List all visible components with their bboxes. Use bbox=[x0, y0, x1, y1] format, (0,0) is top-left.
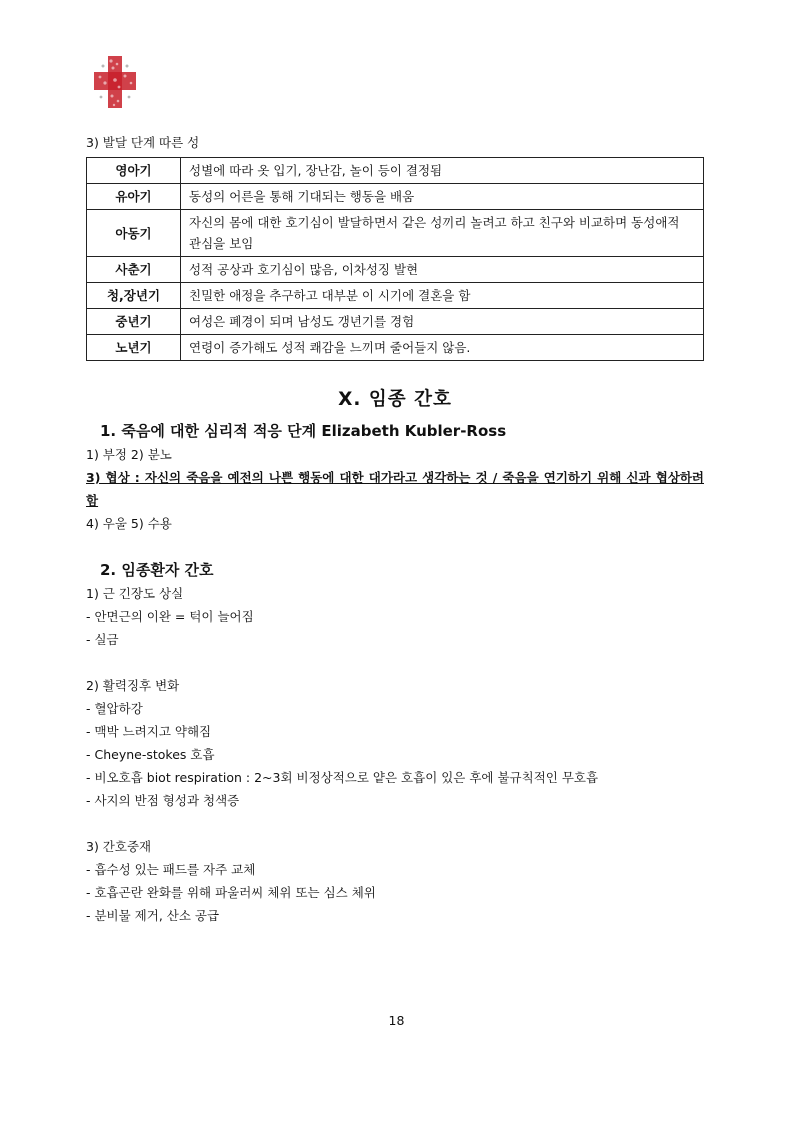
table-row bbox=[87, 184, 704, 210]
desc-cell: 친밀한 애정을 추구하고 대부분 이 시기에 결혼을 함 bbox=[181, 283, 704, 309]
desc-cell: 여성은 폐경이 되며 남성도 갱년기를 경험 bbox=[181, 309, 704, 335]
section2-heading: 2. 임종환자 간호 bbox=[100, 561, 214, 579]
sub2-title: 2) 활력징후 변화 bbox=[86, 678, 180, 693]
table-row bbox=[87, 210, 704, 257]
stage-cell: 노년기 bbox=[87, 335, 181, 361]
list-item: - 혈압하강 bbox=[86, 701, 143, 716]
list-item: - 흡수성 있는 패드를 자주 교체 bbox=[86, 862, 256, 877]
chapter-title: X. 임종 간호 bbox=[338, 389, 452, 410]
table-row bbox=[87, 158, 704, 184]
developmental-stage-table bbox=[86, 157, 704, 361]
list-item: - Cheyne-stokes 호흡 bbox=[86, 747, 215, 762]
stage-cell: 중년기 bbox=[87, 309, 181, 335]
list-item: - 분비물 제거, 산소 공급 bbox=[86, 908, 220, 923]
stage-cell: 유아기 bbox=[87, 184, 181, 210]
table-row bbox=[87, 283, 704, 309]
section1-line1: 1) 부정 2) 분노 bbox=[86, 447, 172, 462]
list-item: - 호흡곤란 완화를 위해 파울러씨 체위 또는 심스 체위 bbox=[86, 885, 376, 900]
list-item: - 사지의 반점 형성과 청색증 bbox=[86, 793, 240, 808]
stage-cell: 영아기 bbox=[87, 158, 181, 184]
table-row bbox=[87, 309, 704, 335]
desc-cell: 연령이 증가해도 성적 쾌감을 느끼며 줄어들지 않음. bbox=[181, 335, 704, 361]
page-number: 18 bbox=[388, 1013, 405, 1028]
stage-cell: 아동기 bbox=[87, 210, 181, 257]
list-item: - 비오호흡 biot respiration : 2~3회 비정상적으로 얕은 호흡이 있은 후에 불규칙적인 무호흡 bbox=[86, 770, 599, 785]
table-row bbox=[87, 335, 704, 361]
list-item: - 맥박 느려지고 약해짐 bbox=[86, 724, 212, 739]
red-cross-logo-icon bbox=[92, 52, 138, 112]
sub1-title: 1) 근 긴장도 상실 bbox=[86, 586, 184, 601]
desc-cell: 동성의 어른을 통해 기대되는 행동을 배움 bbox=[181, 184, 704, 210]
stage-cell: 사춘기 bbox=[87, 257, 181, 283]
sub3-title: 3) 간호중재 bbox=[86, 839, 152, 854]
desc-cell: 성적 공상과 호기심이 많음, 이차성징 발현 bbox=[181, 257, 704, 283]
list-item: - 안면근의 이완 = 턱이 늘어짐 bbox=[86, 609, 254, 624]
page-content bbox=[86, 133, 704, 927]
section1-line2: 3) 협상 : 자신의 죽음을 예전의 나쁜 행동에 대한 대가라고 생각하는 것 / 죽음을 연기하기 위해 신과 협상하려 함 bbox=[86, 470, 704, 508]
section1-heading: 1. 죽음에 대한 심리적 적응 단계 Elizabeth Kubler-Ross bbox=[100, 422, 507, 440]
stage-cell: 청,장년기 bbox=[87, 283, 181, 309]
desc-cell: 성별에 따라 옷 입기, 장난감, 놀이 등이 결정됨 bbox=[181, 158, 704, 184]
section1-line3: 4) 우울 5) 수용 bbox=[86, 516, 172, 531]
list-item: - 실금 bbox=[86, 632, 119, 647]
desc-cell: 자신의 몸에 대한 호기심이 발달하면서 같은 성끼리 놀려고 하고 친구와 비교하며 동성애적 관심을 보임 bbox=[181, 210, 704, 257]
table-row bbox=[87, 257, 704, 283]
table-caption: 3) 발달 단계 따른 성 bbox=[86, 135, 200, 150]
